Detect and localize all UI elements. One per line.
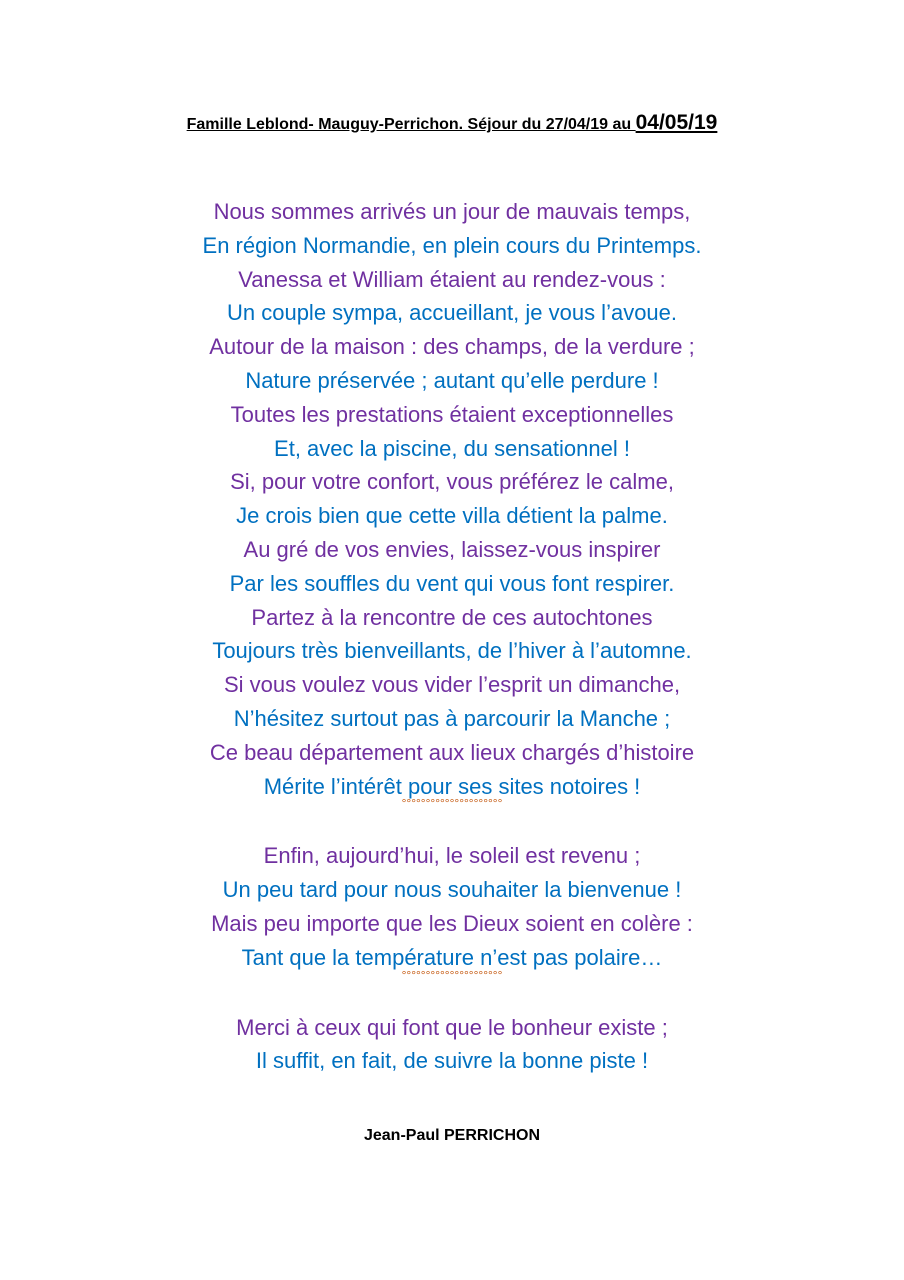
poem-line: Nature préservée ; autant qu’elle perdure ! — [245, 367, 659, 393]
signature: Jean-Paul PERRICHON — [363, 1127, 541, 1144]
poem-line: Nous sommes arrivés un jour de mauvais temps, — [213, 199, 691, 224]
document-title — [0, 111, 904, 135]
stanza-2 — [0, 839, 904, 974]
stanza-divider: °°°°°°°°°°°°°°°°°°°°° — [401, 796, 503, 811]
poem-line: Mérite l’intérêt pour ses sites notoires ! — [263, 773, 641, 799]
stanza-divider: °°°°°°°°°°°°°°°°°°°°° — [401, 967, 503, 982]
poem-line: Tant que la température n’est pas polaire… — [241, 944, 663, 970]
title-text: Famille Leblond- Mauguy-Perrichon. Séjour du 27/04/19 au — [186, 116, 636, 133]
poem-line: Vanessa et William étaient au rendez-vous : — [238, 266, 666, 292]
poem-line: En région Normandie, en plein cours du Printemps. — [202, 232, 702, 258]
stanza-1 — [0, 195, 904, 803]
poem-line: Merci à ceux qui font que le bonheur existe ; — [236, 1014, 668, 1040]
poem-line: Un couple sympa, accueillant, je vous l’avoue. — [226, 300, 678, 326]
stanza-3 — [0, 1011, 904, 1079]
poem-line: Toujours très bienveillants, de l’hiver à l’automne. — [212, 638, 692, 664]
poem-line: Autour de la maison : des champs, de la verdure ; — [209, 334, 695, 360]
poem — [0, 195, 904, 1078]
poem-line: Ce beau département aux lieux chargés d’histoire — [209, 739, 695, 765]
title-end-date: 04/05/19 — [635, 111, 718, 134]
poem-line: Partez à la rencontre de ces autochtones — [251, 604, 653, 630]
poem-line: Et, avec la piscine, du sensationnel ! — [274, 435, 630, 461]
poem-line: Enfin, aujourd’hui, le soleil est revenu ; — [263, 843, 641, 869]
poem-line: N’hésitez surtout pas à parcourir la Manche ; — [233, 705, 671, 731]
poem-line: Un peu tard pour nous souhaiter la bienvenue ! — [222, 877, 682, 903]
poem-line: Par les souffles du vent qui vous font respirer. — [229, 570, 675, 596]
poem-line: Si vous voulez vous vider l’esprit un dimanche, — [223, 672, 681, 698]
poem-line: Mais peu importe que les Dieux soient en colère : — [211, 910, 693, 936]
poem-line: Au gré de vos envies, laissez-vous inspirer — [243, 536, 661, 562]
poem-line: Si, pour votre confort, vous préférez le calme, — [230, 469, 674, 495]
poem-line: Je crois bien que cette villa détient la palme. — [236, 503, 668, 529]
poem-line: Il suffit, en fait, de suivre la bonne piste ! — [255, 1048, 649, 1074]
poem-line: Toutes les prestations étaient exceptionnelles — [230, 401, 674, 427]
